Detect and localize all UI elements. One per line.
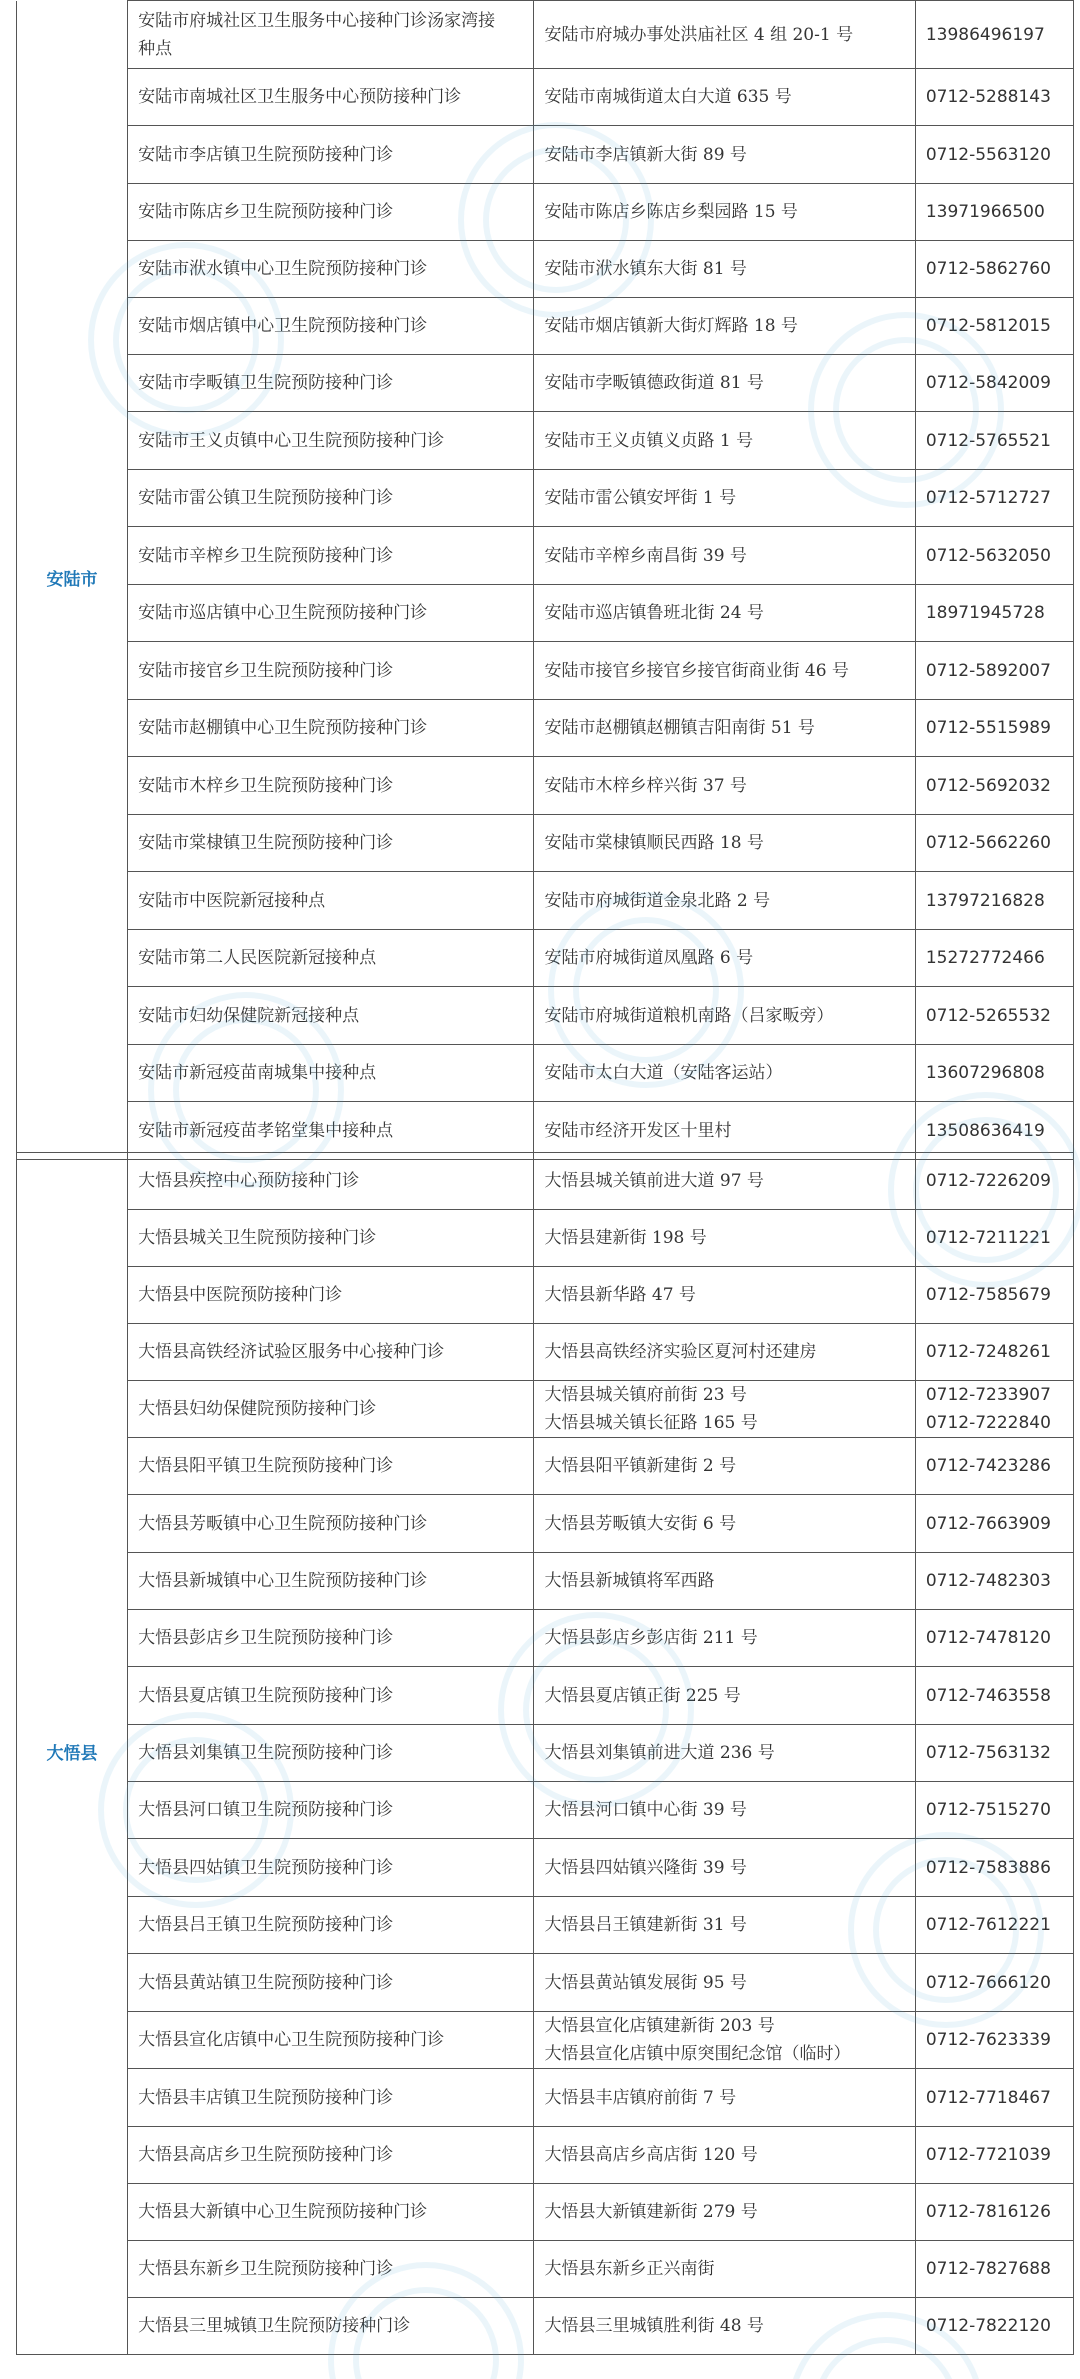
site-name-cell bbox=[128, 1495, 534, 1553]
phone-text: 0712-7222840 bbox=[925, 1413, 1051, 1433]
site-name-cell bbox=[128, 470, 534, 527]
address-text: 安陆市府城办事处洪庙社区 4 组 20-1 号 bbox=[544, 24, 854, 45]
phone-text: 0712-7663909 bbox=[925, 1513, 1051, 1534]
phone-cell bbox=[915, 642, 1073, 700]
site-name-text: 安陆市王义贞镇中心卫生院预防接种门诊 bbox=[138, 430, 445, 451]
phone-cell bbox=[915, 2241, 1073, 2298]
table-row bbox=[17, 1954, 1074, 2012]
phone-cell bbox=[915, 2127, 1073, 2184]
site-name-cell bbox=[128, 527, 534, 585]
table-row bbox=[17, 987, 1074, 1045]
site-name-cell bbox=[128, 1045, 534, 1102]
address-text: 安陆市府城街道粮机南路（吕家畈旁） bbox=[544, 1005, 834, 1026]
site-name-cell bbox=[128, 1954, 534, 2012]
address-text: 安陆市陈店乡陈店乡梨园路 15 号 bbox=[544, 202, 798, 222]
phone-text: 0712-7822120 bbox=[925, 2316, 1051, 2336]
address-text: 大悟县阳平镇新建街 2 号 bbox=[544, 1456, 737, 1476]
site-name-cell bbox=[128, 2127, 534, 2184]
site-name-text: 大悟县阳平镇卫生院预防接种门诊 bbox=[138, 1456, 394, 1476]
phone-text: 0712-5692032 bbox=[925, 775, 1051, 796]
phone-text: 0712-7583886 bbox=[925, 1857, 1051, 1878]
table-row bbox=[17, 815, 1074, 872]
table-row bbox=[17, 2241, 1074, 2298]
table-row bbox=[17, 126, 1074, 184]
table-row bbox=[17, 1102, 1074, 1160]
site-name-text: 安陆市孛畈镇卫生院预防接种门诊 bbox=[138, 373, 394, 393]
table-row bbox=[17, 1725, 1074, 1782]
phone-cell bbox=[915, 585, 1073, 642]
site-name-text: 大悟县丰店镇卫生院预防接种门诊 bbox=[138, 2087, 394, 2108]
phone-text: 0712-7248261 bbox=[925, 1342, 1051, 1362]
table-row bbox=[17, 1897, 1074, 1954]
phone-cell bbox=[915, 815, 1073, 872]
phone-cell bbox=[915, 1839, 1073, 1897]
phone-cell bbox=[915, 1, 1073, 69]
phone-cell bbox=[915, 1725, 1073, 1782]
address-text: 安陆市棠棣镇顺民西路 18 号 bbox=[544, 833, 764, 853]
site-name-text: 大悟县宣化店镇中心卫生院预防接种门诊 bbox=[138, 2030, 445, 2050]
phone-text: 0712-7612221 bbox=[925, 1915, 1051, 1935]
site-name-cell bbox=[128, 1381, 534, 1438]
table-row bbox=[17, 1839, 1074, 1897]
site-name-text: 大悟县大新镇中心卫生院预防接种门诊 bbox=[138, 2202, 428, 2222]
site-name-cell bbox=[128, 1667, 534, 1725]
address-cell bbox=[534, 1725, 915, 1782]
phone-cell bbox=[915, 987, 1073, 1045]
address-cell bbox=[534, 1438, 915, 1495]
phone-text: 0712-7478120 bbox=[925, 1628, 1051, 1648]
table-row bbox=[17, 757, 1074, 815]
phone-text: 18971945728 bbox=[925, 603, 1045, 623]
address-text: 大悟县三里城镇胜利街 48 号 bbox=[544, 2316, 764, 2336]
phone-cell bbox=[915, 1495, 1073, 1553]
phone-text: 13986496197 bbox=[925, 24, 1045, 45]
site-name-cell bbox=[128, 1839, 534, 1897]
site-name-text: 安陆市辛榨乡卫生院预防接种门诊 bbox=[138, 545, 394, 566]
address-cell bbox=[534, 1210, 915, 1267]
site-name-cell bbox=[128, 69, 534, 126]
site-name-cell bbox=[128, 1438, 534, 1495]
table-row bbox=[17, 298, 1074, 355]
table-row bbox=[17, 1210, 1074, 1267]
phone-text: 0712-7623339 bbox=[925, 2030, 1051, 2050]
phone-cell bbox=[915, 700, 1073, 757]
site-name-text: 大悟县疾控中心预防接种门诊 bbox=[138, 1171, 360, 1191]
phone-text: 0712-7233907 bbox=[925, 1385, 1051, 1405]
address-text: 安陆市经济开发区十里村 bbox=[544, 1120, 732, 1141]
table-row bbox=[17, 1553, 1074, 1610]
phone-text: 0712-7463558 bbox=[925, 1685, 1051, 1706]
address-cell bbox=[534, 1153, 915, 1210]
address-text: 大悟县河口镇中心街 39 号 bbox=[544, 1800, 747, 1820]
site-name-cell bbox=[128, 1210, 534, 1267]
site-name-text: 大悟县高店乡卫生院预防接种门诊 bbox=[138, 2145, 394, 2165]
phone-text: 0712-7226209 bbox=[925, 1171, 1051, 1191]
address-text: 大悟县城关镇前进大道 97 号 bbox=[544, 1171, 764, 1191]
phone-text: 15272772466 bbox=[925, 948, 1045, 968]
table-row bbox=[17, 1045, 1074, 1102]
phone-text: 0712-7827688 bbox=[925, 2259, 1051, 2279]
site-name-cell bbox=[128, 184, 534, 241]
phone-text: 0712-5265532 bbox=[925, 1005, 1051, 1026]
address-text: 安陆市府城街道金泉北路 2 号 bbox=[544, 890, 771, 911]
table-row bbox=[17, 527, 1074, 585]
site-name-text: 大悟县中医院预防接种门诊 bbox=[138, 1285, 343, 1305]
site-name-text: 安陆市李店镇卫生院预防接种门诊 bbox=[138, 144, 394, 165]
phone-cell bbox=[915, 1102, 1073, 1160]
phone-cell bbox=[915, 2184, 1073, 2241]
table-row bbox=[17, 1267, 1074, 1324]
address-text: 安陆市巡店镇鲁班北街 24 号 bbox=[544, 603, 764, 623]
site-name-text: 大悟县高铁经济试验区服务中心接种门诊 bbox=[138, 1342, 445, 1362]
table-row bbox=[17, 1610, 1074, 1667]
region-label: 安陆市 bbox=[17, 1, 128, 1160]
phone-text: 0712-7423286 bbox=[925, 1456, 1051, 1476]
table-row bbox=[17, 1, 1074, 69]
address-text: 安陆市李店镇新大街 89 号 bbox=[544, 144, 747, 165]
table-row bbox=[17, 1495, 1074, 1553]
table-row bbox=[17, 470, 1074, 527]
phone-text: 0712-5712727 bbox=[925, 488, 1051, 508]
phone-cell bbox=[915, 355, 1073, 412]
address-cell bbox=[534, 2012, 915, 2069]
address-cell bbox=[534, 930, 915, 987]
site-name-text: 大悟县四姑镇卫生院预防接种门诊 bbox=[138, 1857, 394, 1878]
address-cell bbox=[534, 1381, 915, 1438]
site-name-text: 安陆市陈店乡卫生院预防接种门诊 bbox=[138, 202, 394, 222]
phone-cell bbox=[915, 2012, 1073, 2069]
address-text: 安陆市孛畈镇德政街道 81 号 bbox=[544, 373, 764, 393]
site-name-cell bbox=[128, 355, 534, 412]
site-name-cell bbox=[128, 2012, 534, 2069]
phone-text: 0712-5892007 bbox=[925, 660, 1051, 681]
table-row bbox=[17, 1153, 1074, 1210]
address-text: 大悟县宣化店镇中原突围纪念馆（临时） bbox=[544, 2044, 851, 2064]
phone-cell bbox=[915, 1782, 1073, 1839]
site-name-cell bbox=[128, 1153, 534, 1210]
address-cell bbox=[534, 1553, 915, 1610]
address-cell bbox=[534, 355, 915, 412]
address-cell bbox=[534, 700, 915, 757]
site-name-text: 安陆市巡店镇中心卫生院预防接种门诊 bbox=[138, 603, 428, 623]
address-cell bbox=[534, 412, 915, 470]
address-text: 大悟县四姑镇兴隆街 39 号 bbox=[544, 1857, 747, 1878]
site-name-cell bbox=[128, 1782, 534, 1839]
address-text: 大悟县彭店乡彭店街 211 号 bbox=[544, 1628, 758, 1648]
table-row bbox=[17, 1324, 1074, 1381]
site-name-cell bbox=[128, 298, 534, 355]
address-cell bbox=[534, 642, 915, 700]
site-name-text: 安陆市新冠疫苗孝铭堂集中接种点 bbox=[138, 1120, 394, 1141]
address-cell bbox=[534, 1839, 915, 1897]
site-name-text: 大悟县城关卫生院预防接种门诊 bbox=[138, 1228, 377, 1248]
site-name-text: 安陆市第二人民医院新冠接种点 bbox=[138, 948, 377, 968]
site-name-cell bbox=[128, 241, 534, 298]
site-name-text: 安陆市新冠疫苗南城集中接种点 bbox=[138, 1063, 377, 1083]
address-cell bbox=[534, 872, 915, 930]
address-cell bbox=[534, 815, 915, 872]
table-row bbox=[17, 930, 1074, 987]
address-text: 大悟县刘集镇前进大道 236 号 bbox=[544, 1743, 775, 1763]
phone-cell bbox=[915, 872, 1073, 930]
site-name-text: 安陆市妇幼保健院新冠接种点 bbox=[138, 1005, 360, 1026]
address-cell bbox=[534, 1324, 915, 1381]
site-name-cell bbox=[128, 642, 534, 700]
phone-cell bbox=[915, 1045, 1073, 1102]
address-cell bbox=[534, 2069, 915, 2127]
address-text: 安陆市烟店镇新大街灯辉路 18 号 bbox=[544, 316, 798, 336]
site-name-text: 大悟县东新乡卫生院预防接种门诊 bbox=[138, 2259, 394, 2279]
site-name-text: 大悟县吕王镇卫生院预防接种门诊 bbox=[138, 1915, 394, 1935]
site-name-text: 安陆市雷公镇卫生院预防接种门诊 bbox=[138, 488, 394, 508]
phone-text: 13971966500 bbox=[925, 202, 1045, 222]
phone-cell bbox=[915, 241, 1073, 298]
address-cell bbox=[534, 1954, 915, 2012]
phone-text: 0712-5515989 bbox=[925, 718, 1051, 738]
site-name-text: 大悟县三里城镇卫生院预防接种门诊 bbox=[138, 2316, 411, 2336]
table-row bbox=[17, 184, 1074, 241]
site-name-cell bbox=[128, 412, 534, 470]
site-name-text: 大悟县彭店乡卫生院预防接种门诊 bbox=[138, 1628, 394, 1648]
site-name-cell bbox=[128, 2184, 534, 2241]
address-cell bbox=[534, 1102, 915, 1160]
address-text: 大悟县宣化店镇建新街 203 号 bbox=[544, 2016, 775, 2036]
table-row bbox=[17, 355, 1074, 412]
phone-cell bbox=[915, 126, 1073, 184]
phone-text: 0712-7718467 bbox=[925, 2087, 1051, 2108]
table-row bbox=[17, 69, 1074, 126]
phone-cell bbox=[915, 757, 1073, 815]
address-cell bbox=[534, 470, 915, 527]
region-label: 大悟县 bbox=[17, 1153, 128, 2355]
address-text: 大悟县新城镇将军西路 bbox=[544, 1571, 715, 1591]
site-name-cell bbox=[128, 585, 534, 642]
table-row bbox=[17, 1667, 1074, 1725]
address-text: 安陆市辛榨乡南昌街 39 号 bbox=[544, 545, 747, 566]
address-text: 安陆市接官乡接官乡接官街商业街 46 号 bbox=[544, 660, 849, 681]
address-text: 安陆市太白大道（安陆客运站） bbox=[544, 1063, 783, 1083]
site-name-text: 大悟县河口镇卫生院预防接种门诊 bbox=[138, 1800, 394, 1820]
phone-cell bbox=[915, 930, 1073, 987]
site-name-cell bbox=[128, 1610, 534, 1667]
address-cell bbox=[534, 2241, 915, 2298]
phone-cell bbox=[915, 2298, 1073, 2355]
address-text: 大悟县高店乡高店街 120 号 bbox=[544, 2145, 758, 2165]
site-name-cell bbox=[128, 815, 534, 872]
phone-text: 13508636419 bbox=[925, 1120, 1045, 1141]
site-name-text: 安陆市木梓乡卫生院预防接种门诊 bbox=[138, 775, 394, 796]
phone-text: 0712-5842009 bbox=[925, 373, 1051, 393]
address-text: 大悟县芳畈镇大安街 6 号 bbox=[544, 1513, 737, 1534]
address-cell bbox=[534, 2127, 915, 2184]
table-row bbox=[17, 2184, 1074, 2241]
site-name-text: 安陆市烟店镇中心卫生院预防接种门诊 bbox=[138, 316, 428, 336]
site-name-text: 大悟县妇幼保健院预防接种门诊 bbox=[138, 1399, 377, 1419]
phone-text: 0712-7585679 bbox=[925, 1285, 1051, 1305]
address-cell bbox=[534, 1, 915, 69]
phone-cell bbox=[915, 1153, 1073, 1210]
address-text: 安陆市洑水镇东大街 81 号 bbox=[544, 259, 747, 279]
table-row bbox=[17, 585, 1074, 642]
site-name-cell bbox=[128, 872, 534, 930]
address-cell bbox=[534, 1495, 915, 1553]
site-name-text: 安陆市中医院新冠接种点 bbox=[138, 890, 326, 911]
phone-text: 0712-7666120 bbox=[925, 1972, 1051, 1993]
phone-text: 13797216828 bbox=[925, 890, 1045, 911]
site-name-cell bbox=[128, 126, 534, 184]
site-name-text: 大悟县新城镇中心卫生院预防接种门诊 bbox=[138, 1571, 428, 1591]
address-cell bbox=[534, 298, 915, 355]
site-name-cell bbox=[128, 987, 534, 1045]
phone-cell bbox=[915, 1324, 1073, 1381]
address-text: 安陆市王义贞镇义贞路 1 号 bbox=[544, 430, 754, 451]
phone-cell bbox=[915, 1210, 1073, 1267]
table-row bbox=[17, 1438, 1074, 1495]
phone-cell bbox=[915, 1553, 1073, 1610]
address-text: 大悟县大新镇建新街 279 号 bbox=[544, 2202, 758, 2222]
site-name-text: 安陆市棠棣镇卫生院预防接种门诊 bbox=[138, 833, 394, 853]
address-text: 安陆市府城街道凤凰路 6 号 bbox=[544, 948, 754, 968]
address-text: 安陆市雷公镇安坪街 1 号 bbox=[544, 488, 737, 508]
site-name-cell bbox=[128, 2069, 534, 2127]
address-text: 大悟县东新乡正兴南街 bbox=[544, 2259, 715, 2279]
address-text: 大悟县新华路 47 号 bbox=[544, 1285, 696, 1305]
address-cell bbox=[534, 2184, 915, 2241]
site-name-cell bbox=[128, 757, 534, 815]
phone-cell bbox=[915, 412, 1073, 470]
phone-cell bbox=[915, 69, 1073, 126]
address-cell bbox=[534, 585, 915, 642]
phone-cell bbox=[915, 1954, 1073, 2012]
address-text: 大悟县建新街 198 号 bbox=[544, 1228, 707, 1248]
phone-text: 0712-7816126 bbox=[925, 2202, 1051, 2222]
address-cell bbox=[534, 1667, 915, 1725]
address-cell bbox=[534, 527, 915, 585]
region-table-anlu bbox=[16, 0, 1074, 1160]
vaccination-site-table bbox=[16, 0, 1080, 2379]
phone-text: 0712-7563132 bbox=[925, 1743, 1051, 1763]
region-table-dawu bbox=[16, 1152, 1074, 2355]
address-cell bbox=[534, 69, 915, 126]
site-name-text: 大悟县黄站镇卫生院预防接种门诊 bbox=[138, 1972, 394, 1993]
phone-text: 0712-5662260 bbox=[925, 833, 1051, 853]
site-name-cell bbox=[128, 930, 534, 987]
address-cell bbox=[534, 126, 915, 184]
address-cell bbox=[534, 1782, 915, 1839]
table-row bbox=[17, 412, 1074, 470]
phone-text: 0712-7211221 bbox=[925, 1228, 1051, 1248]
table-row bbox=[17, 872, 1074, 930]
table-row bbox=[17, 2012, 1074, 2069]
address-cell bbox=[534, 1045, 915, 1102]
site-name-cell bbox=[128, 1, 534, 69]
phone-cell bbox=[915, 527, 1073, 585]
phone-text: 0712-7721039 bbox=[925, 2145, 1051, 2165]
phone-text: 0712-5563120 bbox=[925, 144, 1051, 165]
phone-text: 0712-5862760 bbox=[925, 259, 1051, 279]
site-name-cell bbox=[128, 1267, 534, 1324]
address-cell bbox=[534, 1267, 915, 1324]
address-cell bbox=[534, 1610, 915, 1667]
phone-cell bbox=[915, 470, 1073, 527]
site-name-text: 大悟县刘集镇卫生院预防接种门诊 bbox=[138, 1743, 394, 1763]
phone-text: 0712-7515270 bbox=[925, 1800, 1051, 1820]
address-text: 大悟县吕王镇建新街 31 号 bbox=[544, 1915, 747, 1935]
table-row bbox=[17, 700, 1074, 757]
address-cell bbox=[534, 757, 915, 815]
table-row bbox=[17, 1782, 1074, 1839]
site-name-cell bbox=[128, 2298, 534, 2355]
phone-cell bbox=[915, 2069, 1073, 2127]
site-name-text: 安陆市南城社区卫生服务中心预防接种门诊 bbox=[138, 87, 462, 107]
table-row bbox=[17, 241, 1074, 298]
phone-cell bbox=[915, 184, 1073, 241]
table-row bbox=[17, 1381, 1074, 1438]
table-row bbox=[17, 2127, 1074, 2184]
table-row bbox=[17, 2069, 1074, 2127]
phone-text: 0712-5632050 bbox=[925, 545, 1051, 566]
site-name-text: 安陆市接官乡卫生院预防接种门诊 bbox=[138, 660, 394, 681]
phone-cell bbox=[915, 298, 1073, 355]
phone-cell bbox=[915, 1897, 1073, 1954]
phone-cell bbox=[915, 1267, 1073, 1324]
site-name-cell bbox=[128, 1102, 534, 1160]
site-name-text: 安陆市洑水镇中心卫生院预防接种门诊 bbox=[138, 259, 428, 279]
address-text: 安陆市南城街道太白大道 635 号 bbox=[544, 87, 792, 107]
address-text: 大悟县城关镇长征路 165 号 bbox=[544, 1413, 758, 1433]
site-name-cell bbox=[128, 1725, 534, 1782]
table-row bbox=[17, 2298, 1074, 2355]
site-name-cell bbox=[128, 1897, 534, 1954]
address-text: 大悟县城关镇府前街 23 号 bbox=[544, 1385, 747, 1405]
phone-text: 0712-7482303 bbox=[925, 1571, 1051, 1591]
address-text: 大悟县丰店镇府前街 7 号 bbox=[544, 2087, 737, 2108]
address-cell bbox=[534, 1897, 915, 1954]
phone-cell bbox=[915, 1667, 1073, 1725]
phone-cell bbox=[915, 1438, 1073, 1495]
address-text: 安陆市赵棚镇赵棚镇吉阳南街 51 号 bbox=[544, 718, 815, 738]
phone-cell bbox=[915, 1610, 1073, 1667]
phone-text: 0712-5765521 bbox=[925, 430, 1051, 451]
address-cell bbox=[534, 2298, 915, 2355]
site-name-text: 大悟县夏店镇卫生院预防接种门诊 bbox=[138, 1685, 394, 1706]
table-row bbox=[17, 642, 1074, 700]
address-cell bbox=[534, 987, 915, 1045]
address-cell bbox=[534, 241, 915, 298]
site-name-cell bbox=[128, 2241, 534, 2298]
phone-text: 13607296808 bbox=[925, 1063, 1045, 1083]
phone-cell bbox=[915, 1381, 1073, 1438]
address-text: 大悟县高铁经济实验区夏河村还建房 bbox=[544, 1342, 817, 1362]
address-cell bbox=[534, 184, 915, 241]
address-text: 大悟县黄站镇发展街 95 号 bbox=[544, 1972, 747, 1993]
address-text: 安陆市木梓乡梓兴街 37 号 bbox=[544, 775, 747, 796]
phone-text: 0712-5812015 bbox=[925, 316, 1051, 336]
site-name-cell bbox=[128, 700, 534, 757]
site-name-cell bbox=[128, 1553, 534, 1610]
phone-text: 0712-5288143 bbox=[925, 87, 1051, 107]
site-name-text: 安陆市赵棚镇中心卫生院预防接种门诊 bbox=[138, 718, 428, 738]
site-name-text: 大悟县芳畈镇中心卫生院预防接种门诊 bbox=[138, 1513, 428, 1534]
site-name-text: 安陆市府城社区卫生服务中心接种门诊汤家湾接 bbox=[138, 10, 496, 31]
site-name-cell bbox=[128, 1324, 534, 1381]
address-text: 大悟县夏店镇正街 225 号 bbox=[544, 1685, 741, 1706]
site-name-text: 种点 bbox=[138, 38, 173, 59]
